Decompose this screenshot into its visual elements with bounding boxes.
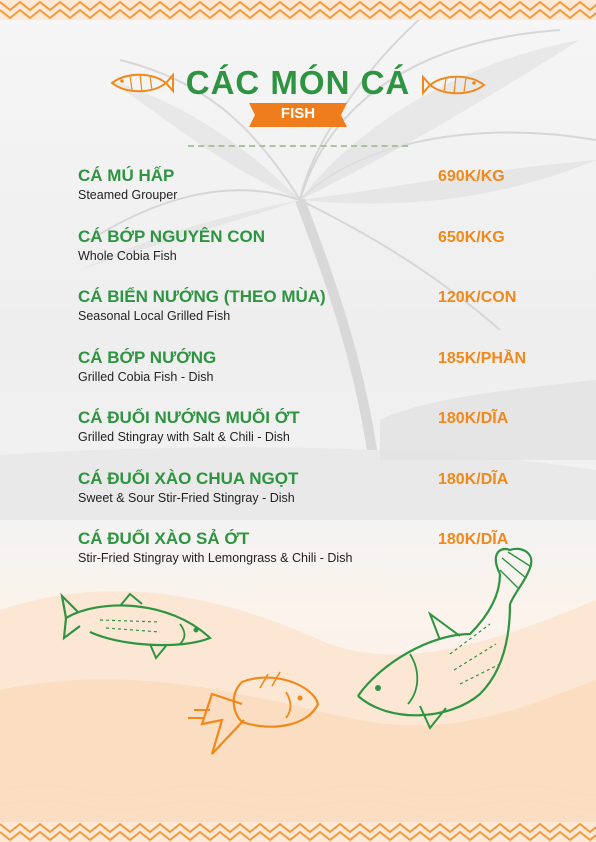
section-subtitle: FISH [280,105,316,122]
item-english-name: Grilled Cobia Fish - Dish [78,369,214,384]
item-price: 185K/PHẦN [438,349,527,367]
bottom-pattern-border [0,822,596,842]
item-price: 180K/DĨA [438,531,509,548]
item-name: CÁ ĐUỐI NƯỚNG MUỐI ỚT [78,408,300,427]
dashed-divider [188,145,408,147]
grouper-fish-illustration [60,588,220,664]
item-english-name: Stir-Fried Stingray with Lemongrass & Chili - Dish [78,551,353,565]
item-name: CÁ BIỂN NƯỚNG (THEO MÙA) [78,287,326,306]
item-price: 180K/DĨA [438,470,509,488]
item-price: 180K/DĨA [438,410,509,427]
leaping-fish-illustration [350,544,540,734]
item-english-name: Steamed Grouper [78,188,178,202]
top-pattern-border [0,0,596,20]
item-price: 690K/KG [438,168,505,185]
item-price: 650K/KG [438,228,505,246]
menu-list [78,166,548,590]
item-english-name: Grilled Stingray with Salt & Chili - Dish [78,430,290,444]
item-price: 120K/CON [438,289,517,306]
item-name: CÁ ĐUỐI XÀO SẢ ỚT [78,529,250,548]
page-title: CÁC MÓN CÁ [185,64,411,101]
menu-item [78,348,548,409]
item-name: CÁ MÚ HẤP [78,166,175,185]
snapper-fish-illustration [182,664,324,760]
item-english-name: Whole Cobia Fish [78,248,177,263]
item-name: CÁ BỚP NƯỚNG [78,347,217,367]
menu-item [78,287,548,348]
menu-item [78,227,548,288]
item-english-name: Seasonal Local Grilled Fish [78,309,231,323]
item-english-name: Sweet & Sour Stir-Fried Stingray - Dish [78,490,295,505]
menu-item [78,469,548,530]
menu-item [78,408,548,469]
item-name: CÁ ĐUỐI XÀO CHUA NGỌT [78,468,299,488]
menu-item [78,166,548,227]
item-name: CÁ BỚP NGUYÊN CON [78,226,266,246]
